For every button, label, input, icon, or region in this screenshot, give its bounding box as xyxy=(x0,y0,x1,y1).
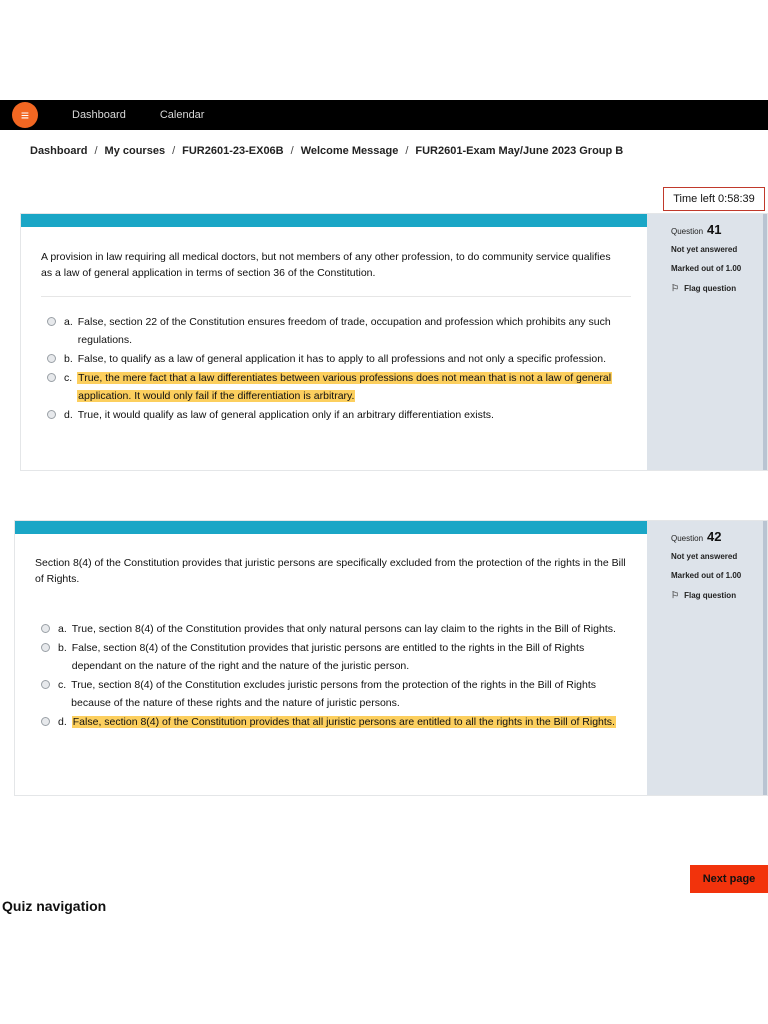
answer-option-c[interactable] xyxy=(41,676,631,712)
flag-question-link[interactable] xyxy=(671,590,759,601)
breadcrumb-separator: / xyxy=(405,145,409,157)
radio-button[interactable] xyxy=(41,717,50,726)
flag-question-link[interactable] xyxy=(671,283,759,294)
radio-button[interactable] xyxy=(41,643,50,652)
answer-letter: b. xyxy=(58,642,67,654)
question-text: Section 8(4) of the Constitution provides that juristic persons are specifically excluded from the protection of the rights in the Bill of Rights. xyxy=(35,557,626,585)
breadcrumb-separator: / xyxy=(94,145,98,157)
flag-icon: ⚐ xyxy=(671,283,680,293)
answer-list xyxy=(47,313,632,425)
answer-text: True, section 8(4) of the Constitution excludes juristic persons from the protection of the rights in the Bill of Rights because of the nature of these rights and the nature of juristic persons. xyxy=(71,679,597,709)
answer-list xyxy=(41,620,631,732)
question-header-bar xyxy=(15,521,649,534)
radio-button[interactable] xyxy=(47,317,56,326)
answer-option-c[interactable] xyxy=(47,369,632,405)
flag-question-label: Flag question xyxy=(684,591,737,600)
answer-text: False, to qualify as a law of general application it has to apply to all professions and not only a specific profession. xyxy=(77,353,606,365)
question-divider xyxy=(41,296,631,297)
breadcrumb-exam[interactable]: FUR2601-Exam May/June 2023 Group B xyxy=(415,145,624,157)
answer-text: True, section 8(4) of the Constitution provides that only natural persons can lay claim to the rights in the Bill of Rights. xyxy=(71,623,616,635)
radio-button[interactable] xyxy=(47,354,56,363)
question-info-panel xyxy=(647,214,767,470)
answer-letter: d. xyxy=(58,716,67,728)
info-panel-stripe xyxy=(763,214,767,470)
hamburger-menu-icon[interactable]: ≡ xyxy=(12,102,38,128)
question-card-41 xyxy=(20,213,768,471)
breadcrumb-separator: / xyxy=(172,145,176,157)
question-marks: Marked out of 1.00 xyxy=(671,264,742,273)
question-header-bar xyxy=(21,214,649,227)
answer-letter: c. xyxy=(64,372,73,384)
answer-letter: c. xyxy=(58,679,67,691)
answer-option-b[interactable] xyxy=(41,639,631,675)
answer-text: False, section 8(4) of the Constitution provides that juristic persons are entitled to the rights in the Bill of Rights dependant on the nature of the right and the nature of the juristic person. xyxy=(71,642,585,672)
question-number: 41 xyxy=(707,222,722,237)
answer-option-a[interactable] xyxy=(41,620,631,638)
question-text: A provision in law requiring all medical doctors, but not members of any other profession, to do community service qualifies as a law of general application in terms of section 36 of the Constitution. xyxy=(41,251,611,279)
radio-button[interactable] xyxy=(41,624,50,633)
breadcrumb-my-courses[interactable]: My courses xyxy=(104,145,166,157)
radio-button[interactable] xyxy=(47,373,56,382)
answer-letter: d. xyxy=(64,409,73,421)
question-number: 42 xyxy=(707,529,722,544)
question-status: Not yet answered xyxy=(671,245,738,254)
flag-icon: ⚐ xyxy=(671,590,680,600)
nav-link-dashboard[interactable]: Dashboard xyxy=(72,109,126,121)
question-info-panel xyxy=(647,521,767,795)
nav-link-calendar[interactable]: Calendar xyxy=(159,109,205,121)
question-status: Not yet answered xyxy=(671,552,738,561)
question-marks: Marked out of 1.00 xyxy=(671,571,742,580)
answer-text: False, section 22 of the Constitution ensures freedom of trade, occupation and profession which prohibits any such regulations. xyxy=(77,316,611,346)
answer-letter: a. xyxy=(58,623,67,635)
answer-option-a[interactable] xyxy=(47,313,632,349)
radio-button[interactable] xyxy=(41,680,50,689)
question-card-42 xyxy=(14,520,768,796)
highlighted-answer-text: True, the mere fact that a law differentiates between various professions does not mean that is not a law of general application. It would only fail if the differentiation is arbitrary. xyxy=(78,372,612,402)
answer-text: True, it would qualify as law of general application only if an arbitrary differentiation exists. xyxy=(77,409,494,421)
answer-letter: a. xyxy=(64,316,73,328)
radio-button[interactable] xyxy=(47,410,56,419)
answer-letter: b. xyxy=(64,353,73,365)
breadcrumb-welcome-message[interactable]: Welcome Message xyxy=(300,145,399,157)
time-left-timer: Time left 0:58:39 xyxy=(663,187,765,211)
breadcrumb-separator: / xyxy=(290,145,294,157)
answer-option-d[interactable] xyxy=(47,406,632,424)
flag-question-label: Flag question xyxy=(684,284,737,293)
info-panel-stripe xyxy=(763,521,767,795)
breadcrumb xyxy=(30,140,750,162)
next-page-button[interactable]: Next page xyxy=(690,865,768,893)
breadcrumb-course[interactable]: FUR2601-23-EX06B xyxy=(182,145,284,157)
question-label: Question xyxy=(671,227,704,236)
answer-option-d[interactable] xyxy=(41,713,631,731)
highlighted-answer-text: False, section 8(4) of the Constitution provides that all juristic persons are entitled to all the rights in the Bill of Rights. xyxy=(72,716,615,728)
top-navbar xyxy=(0,100,768,130)
question-label: Question xyxy=(671,534,704,543)
quiz-navigation-heading: Quiz navigation xyxy=(2,898,107,914)
answer-option-b[interactable] xyxy=(47,350,632,368)
breadcrumb-dashboard[interactable]: Dashboard xyxy=(30,145,88,157)
